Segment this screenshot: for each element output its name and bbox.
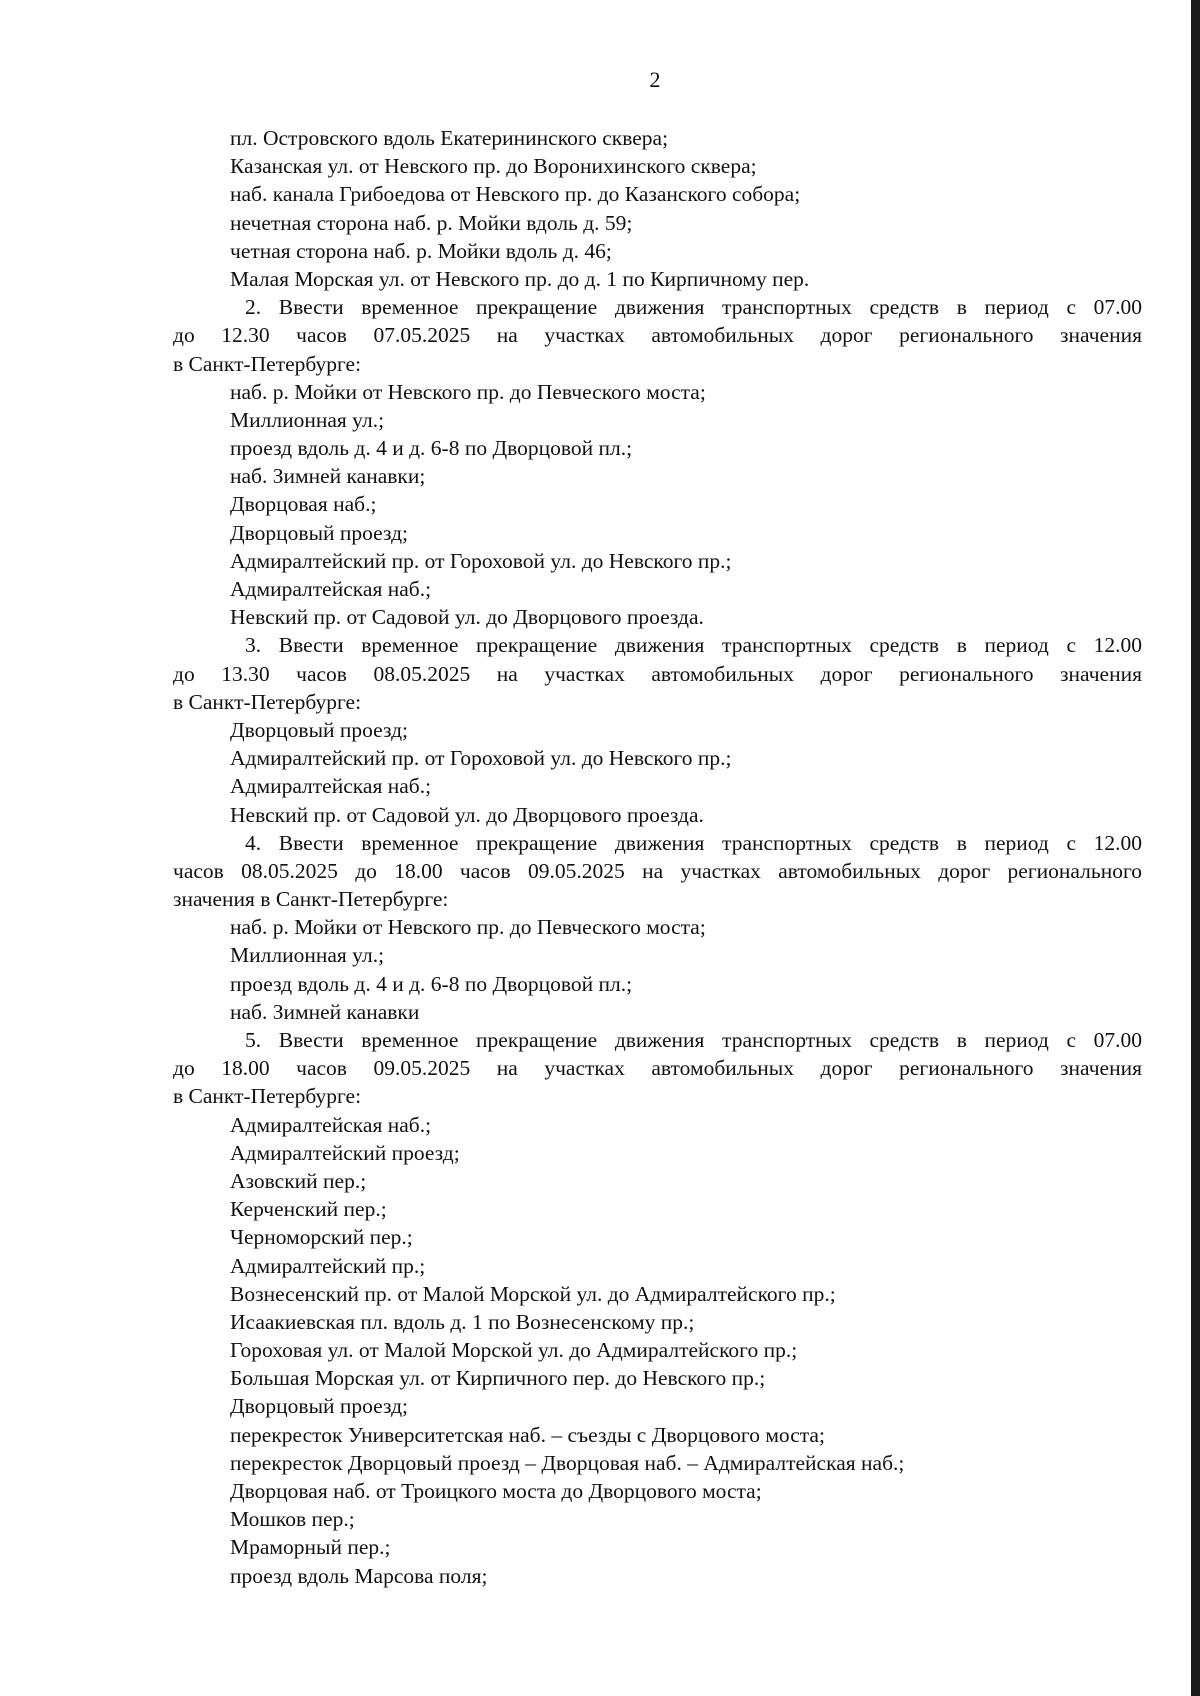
list-item: наб. Зимней канавки; <box>230 464 426 489</box>
list-item: Гороховая ул. от Малой Морской ул. до Адмиралтейского пр.; <box>230 1338 798 1363</box>
list-item: перекресток Дворцовый проезд – Дворцовая наб. – Адмиралтейская наб.; <box>230 1450 905 1475</box>
scan-edge-shadow <box>1191 0 1200 1696</box>
list-item: Исаакиевская пл. вдоль д. 1 по Вознесенскому пр.; <box>230 1309 695 1334</box>
list-item: Адмиралтейская наб.; <box>230 1112 432 1137</box>
list-item: Мошков пер.; <box>230 1507 355 1532</box>
list-item: Керченский пер.; <box>230 1197 387 1222</box>
list-item: Азовский пер.; <box>230 1168 367 1193</box>
list-item: Дворцовый проезд; <box>230 520 408 545</box>
list-item: проезд вдоль д. 4 и д. 6-8 по Дворцовой пл.; <box>230 971 633 996</box>
paragraph-line: 5. Ввести временное прекращение движения транспортных средств в период с 07.00 <box>245 1028 1142 1052</box>
list-item: Малая Морская ул. от Невского пр. до д. 1 по Кирпичному пер. <box>230 266 810 291</box>
paragraph-line: 3. Ввести временное прекращение движения транспортных средств в период с 12.00 <box>245 633 1142 658</box>
list-item: Казанская ул. от Невского пр. до Воронихинского сквера; <box>230 154 757 179</box>
list-item: Дворцовая наб. от Троицкого моста до Дворцового моста; <box>230 1479 762 1503</box>
list-item: Большая Морская ул. от Кирпичного пер. до Невского пр.; <box>230 1366 766 1391</box>
list-item: наб. р. Мойки от Невского пр. до Певческого моста; <box>230 915 706 940</box>
paragraph-line: 2. Ввести временное прекращение движения транспортных средств в период с 07.00 <box>245 295 1142 320</box>
list-item: четная сторона наб. р. Мойки вдоль д. 46; <box>230 238 612 263</box>
paragraph-line: до 18.00 часов 09.05.2025 на участках автомобильных дорог регионального значения <box>173 1056 1142 1081</box>
list-item: наб. Зимней канавки <box>230 999 420 1024</box>
list-item: пл. Островского вдоль Екатерининского сквера; <box>230 126 669 150</box>
page-number: 2 <box>649 67 661 92</box>
list-item: Адмиралтейский пр. от Гороховой ул. до Невского пр.; <box>230 548 732 573</box>
paragraph-line: в Санкт-Петербурге: <box>173 351 362 376</box>
paragraph-line: в Санкт-Петербурге: <box>173 689 362 714</box>
list-item: наб. р. Мойки от Невского пр. до Певческого моста; <box>230 379 706 404</box>
list-item: Дворцовый проезд; <box>230 1394 408 1419</box>
list-item: наб. канала Грибоедова от Невского пр. до Казанского собора; <box>230 182 801 207</box>
document-body <box>173 124 1142 1590</box>
list-item: проезд вдоль Марсова поля; <box>230 1563 488 1588</box>
paragraph-line: значения в Санкт-Петербурге: <box>173 887 449 912</box>
list-item: Адмиралтейская наб.; <box>230 577 432 601</box>
list-item: перекресток Университетская наб. – съезды с Дворцового моста; <box>230 1422 825 1447</box>
list-item: нечетная сторона наб. р. Мойки вдоль д. 59; <box>230 210 633 235</box>
list-item: Миллионная ул.; <box>230 407 385 432</box>
list-item: Черноморский пер.; <box>230 1225 413 1250</box>
list-item: Адмиралтейский пр.; <box>230 1253 426 1278</box>
list-item: Невский пр. от Садовой ул. до Дворцового проезда. <box>230 605 704 630</box>
list-item: Невский пр. от Садовой ул. до Дворцового проезда. <box>230 802 704 827</box>
paragraph-line: в Санкт-Петербурге: <box>173 1084 362 1109</box>
paragraph-line: до 13.30 часов 08.05.2025 на участках автомобильных дорог регионального значения <box>173 661 1142 686</box>
paragraph-line: 4. Ввести временное прекращение движения транспортных средств в период с 12.00 <box>245 830 1142 855</box>
list-item: проезд вдоль д. 4 и д. 6-8 по Дворцовой пл.; <box>230 436 633 461</box>
list-item: Дворцовый проезд; <box>230 717 408 742</box>
list-item: Мраморный пер.; <box>230 1535 391 1560</box>
list-item: Адмиралтейский проезд; <box>230 1140 460 1165</box>
list-item: Адмиралтейская наб.; <box>230 774 432 799</box>
list-item: Вознесенский пр. от Малой Морской ул. до Адмиралтейского пр.; <box>230 1281 836 1306</box>
list-item: Адмиралтейский пр. от Гороховой ул. до Невского пр.; <box>230 746 732 771</box>
list-item: Дворцовая наб.; <box>230 492 377 517</box>
list-item: Миллионная ул.; <box>230 943 385 968</box>
paragraph-line: часов 08.05.2025 до 18.00 часов 09.05.2025 на участках автомобильных дорог регионального <box>173 858 1142 883</box>
paragraph-line: до 12.30 часов 07.05.2025 на участках автомобильных дорог регионального значения <box>173 323 1142 348</box>
